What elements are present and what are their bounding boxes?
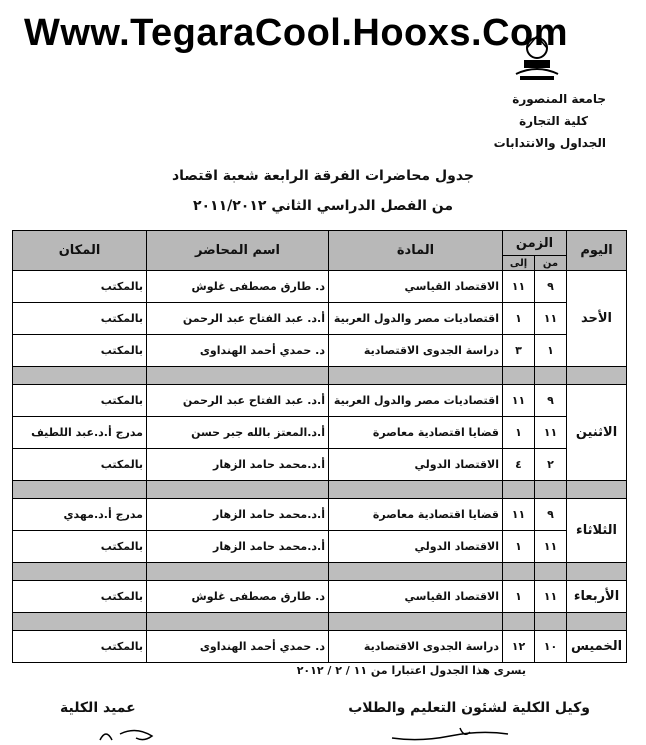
place-cell: بالمكتب (13, 581, 147, 613)
lecturer-cell: أ.د.المعتز بالله جبر حسن (147, 417, 329, 449)
lecturer-cell: أ.د. عبد الفتاح عبد الرحمن (147, 385, 329, 417)
university-name: جامعة المنصورة (512, 92, 606, 106)
time-from: ٩ (535, 499, 567, 531)
table-row (13, 449, 627, 481)
header-time: الزمن (503, 231, 567, 256)
time-to: ١ (503, 531, 535, 563)
time-from: ١١ (535, 303, 567, 335)
day-cell: الاثنين (567, 385, 627, 481)
time-to: ١١ (503, 385, 535, 417)
place-cell: بالمكتب (13, 449, 147, 481)
subject-cell: الاقتصاد الدولي (329, 449, 503, 481)
table-row (13, 499, 627, 531)
subject-cell: اقتصاديات مصر والدول العربية (329, 385, 503, 417)
day-cell: الخميس (567, 631, 627, 663)
subject-cell: دراسة الجدوى الاقتصادية (329, 335, 503, 367)
time-to: ١١ (503, 271, 535, 303)
dean-signature-icon (96, 724, 166, 744)
header-day: اليوم (567, 231, 627, 271)
time-to: ١ (503, 303, 535, 335)
time-to: ١١ (503, 499, 535, 531)
subject-cell: الاقتصاد القياسي (329, 581, 503, 613)
separator-row (13, 367, 627, 385)
table-row (13, 417, 627, 449)
time-to: ٣ (503, 335, 535, 367)
header-time-to: إلى (503, 256, 535, 271)
subject-cell: دراسة الجدوى الاقتصادية (329, 631, 503, 663)
table-row (13, 631, 627, 663)
watermark-url: Www.TegaraCool.Hooxs.Com (24, 12, 569, 54)
vice-dean-signature-icon (390, 724, 510, 744)
lecturer-cell: أ.د.محمد حامد الزهار (147, 499, 329, 531)
department-name: الجداول والانتدابات (493, 136, 606, 150)
separator-row (13, 563, 627, 581)
subject-cell: قضايا اقتصادية معاصرة (329, 417, 503, 449)
time-from: ٢ (535, 449, 567, 481)
dean-signature-title: عميد الكلية (60, 700, 136, 716)
place-cell: مدرج أ.د.مهدي (13, 499, 147, 531)
header-subject: المادة (329, 231, 503, 271)
time-from: ١١ (535, 417, 567, 449)
place-cell: بالمكتب (13, 385, 147, 417)
subject-cell: الاقتصاد القياسي (329, 271, 503, 303)
lecturer-cell: أ.د. عبد الفتاح عبد الرحمن (147, 303, 329, 335)
place-cell: بالمكتب (13, 303, 147, 335)
header-lecturer: اسم المحاضر (147, 231, 329, 271)
day-cell: الأربعاء (567, 581, 627, 613)
time-from: ١٠ (535, 631, 567, 663)
time-to: ٤ (503, 449, 535, 481)
time-from: ١ (535, 335, 567, 367)
lecturer-cell: أ.د.محمد حامد الزهار (147, 531, 329, 563)
table-row (13, 335, 627, 367)
header-time-from: من (535, 256, 567, 271)
time-from: ٩ (535, 385, 567, 417)
time-from: ١١ (535, 531, 567, 563)
table-row (13, 385, 627, 417)
time-to: ١ (503, 581, 535, 613)
faculty-name: كلية التجارة (519, 114, 588, 128)
time-to: ١ (503, 417, 535, 449)
schedule-table (12, 230, 627, 663)
place-cell: بالمكتب (13, 631, 147, 663)
lecturer-cell: د. طارق مصطفى غلوش (147, 271, 329, 303)
place-cell: بالمكتب (13, 531, 147, 563)
separator-row (13, 481, 627, 499)
place-cell: مدرج أ.د.عبد اللطيف (13, 417, 147, 449)
day-cell: الثلاثاء (567, 499, 627, 563)
subject-cell: الاقتصاد الدولي (329, 531, 503, 563)
place-cell: بالمكتب (13, 271, 147, 303)
time-to: ١٢ (503, 631, 535, 663)
subject-cell: قضايا اقتصادية معاصرة (329, 499, 503, 531)
effective-date-note: يسرى هذا الجدول اعتبارا من ١١ / ٢ / ٢٠١٢ (296, 664, 526, 677)
header-place: المكان (13, 231, 147, 271)
university-logo-icon (506, 34, 568, 84)
schedule-title: جدول محاضرات الفرقة الرابعة شعبة اقتصاد (171, 168, 475, 184)
table-row (13, 271, 627, 303)
lecturer-cell: د. حمدي أحمد الهنداوى (147, 631, 329, 663)
lecturer-cell: د. طارق مصطفى غلوش (147, 581, 329, 613)
vice-dean-signature-title: وكيل الكلية لشئون التعليم والطلاب (348, 700, 590, 716)
day-cell: الأحد (567, 271, 627, 367)
subject-cell: اقتصاديات مصر والدول العربية (329, 303, 503, 335)
separator-row (13, 613, 627, 631)
place-cell: بالمكتب (13, 335, 147, 367)
lecturer-cell: د. حمدي أحمد الهنداوى (147, 335, 329, 367)
table-row (13, 581, 627, 613)
lecturer-cell: أ.د.محمد حامد الزهار (147, 449, 329, 481)
table-row (13, 303, 627, 335)
time-from: ١١ (535, 581, 567, 613)
time-from: ٩ (535, 271, 567, 303)
table-row (13, 531, 627, 563)
schedule-subtitle: من الفصل الدراسي الثاني ٢٠١١/٢٠١٢ (192, 198, 454, 214)
